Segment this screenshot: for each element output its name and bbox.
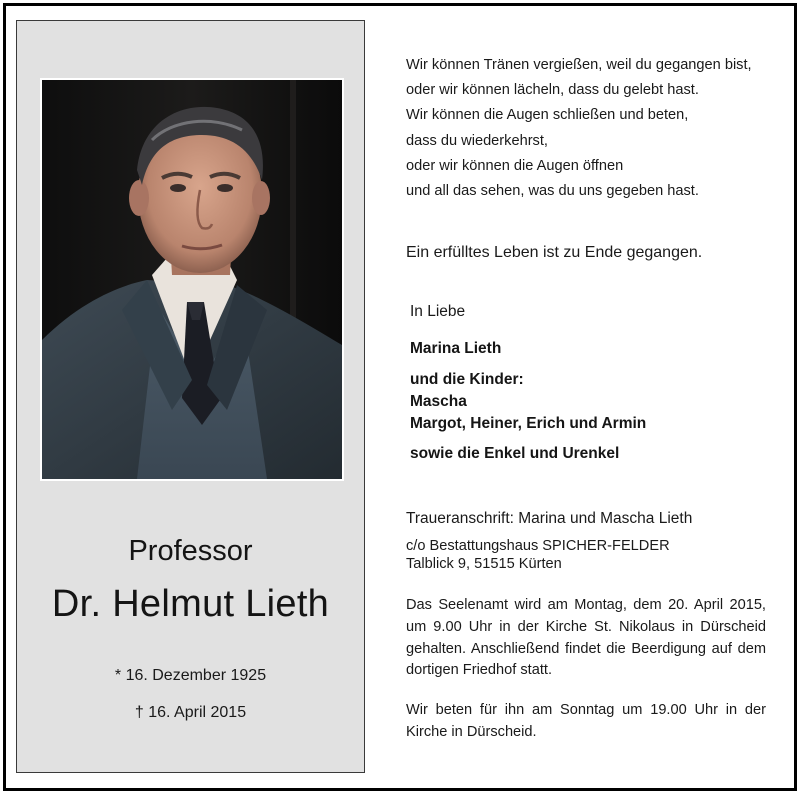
title-professor: Professor [128, 535, 253, 567]
poem-line: oder wir können die Augen öffnen [406, 157, 624, 174]
funeral-home-street: Talblick 9, 51515 Kürten [406, 556, 562, 572]
mourner-line: Mascha [410, 393, 467, 410]
mourner-line: Margot, Heiner, Erich und Armin [410, 415, 647, 432]
mourning-address-label: Traueranschrift: Marina und Mascha Lieth [406, 510, 693, 527]
funeral-home: c/o Bestattungshaus SPICHER-FELDER [406, 538, 670, 554]
deceased-name: Dr. Helmut Lieth [51, 583, 330, 625]
mourner-line: Marina Lieth [410, 340, 502, 357]
requiem-announcement: Das Seelenamt wird am Montag, dem 20. April 2015, um 9.00 Uhr in der Kirche St. Nikolaus in Dürscheid gehalten. Anschließend findet die Beerdigung auf dem dortigen Friedhof statt. [406, 597, 766, 679]
poem-line: Wir können die Augen schließen und beten, [406, 107, 689, 124]
fulfilled-life-line: Ein erfülltes Leben ist zu Ende gegangen. [406, 244, 703, 261]
poem-line: Wir können Tränen vergießen, weil du gegangen bist, [406, 57, 752, 73]
poem [406, 53, 752, 204]
in-love-label: In Liebe [410, 303, 466, 320]
prayer-announcement: Wir beten für ihn am Sonntag um 19.00 Uhr in der Kirche in Dürscheid. [406, 702, 766, 740]
birth-date: * 16. Dezember 1925 [114, 667, 267, 684]
poem-line: und all das sehen, was du uns gegeben hast. [406, 183, 699, 200]
poem-line: dass du wiederkehrst, [406, 132, 548, 149]
portrait-photo [40, 78, 344, 481]
mourner-line: sowie die Enkel und Urenkel [410, 445, 620, 462]
death-date: † 16. April 2015 [134, 704, 247, 721]
poem-line: oder wir können lächeln, dass du gelebt hast. [406, 82, 699, 99]
mourner-line: und die Kinder: [410, 371, 524, 388]
